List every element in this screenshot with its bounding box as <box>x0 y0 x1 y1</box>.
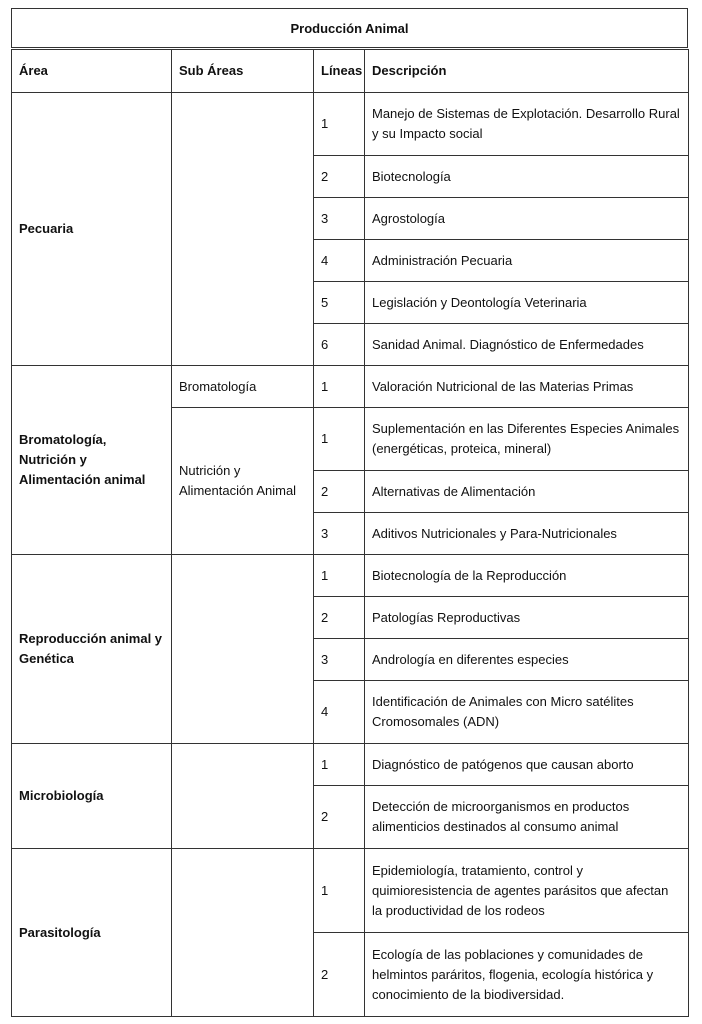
subarea-cell <box>172 744 314 849</box>
line-number-cell: 1 <box>314 366 365 408</box>
subarea-cell <box>172 555 314 744</box>
table-body <box>12 93 689 1017</box>
header-lineas: Líneas <box>314 50 365 93</box>
description-cell: Sanidad Animal. Diagnóstico de Enfermedades <box>365 324 689 366</box>
description-cell: Patologías Reproductivas <box>365 597 689 639</box>
area-cell: Parasitología <box>12 849 172 1017</box>
table-title: Producción Animal <box>11 8 688 48</box>
subarea-cell: Nutrición y Alimentación Animal <box>172 408 314 555</box>
description-cell: Biotecnología de la Reproducción <box>365 555 689 597</box>
table-row <box>12 93 689 156</box>
line-number-cell: 3 <box>314 198 365 240</box>
subarea-cell <box>172 93 314 366</box>
line-number-cell: 2 <box>314 933 365 1017</box>
line-number-cell: 3 <box>314 513 365 555</box>
area-cell: Pecuaria <box>12 93 172 366</box>
table-row <box>12 849 689 933</box>
header-row <box>12 50 689 93</box>
header-subareas: Sub Áreas <box>172 50 314 93</box>
description-cell: Diagnóstico de patógenos que causan aborto <box>365 744 689 786</box>
description-cell: Agrostología <box>365 198 689 240</box>
header-descripcion: Descripción <box>365 50 689 93</box>
description-cell: Biotecnología <box>365 156 689 198</box>
line-number-cell: 3 <box>314 639 365 681</box>
area-cell: Reproducción animal y Genética <box>12 555 172 744</box>
line-number-cell: 1 <box>314 849 365 933</box>
line-number-cell: 4 <box>314 240 365 282</box>
table-row <box>12 744 689 786</box>
description-cell: Legislación y Deontología Veterinaria <box>365 282 689 324</box>
line-number-cell: 1 <box>314 93 365 156</box>
area-cell: Bromatología, Nutrición y Alimentación animal <box>12 366 172 555</box>
description-cell: Andrología en diferentes especies <box>365 639 689 681</box>
line-number-cell: 2 <box>314 597 365 639</box>
table-row <box>12 555 689 597</box>
subarea-cell <box>172 849 314 1017</box>
area-cell: Microbiología <box>12 744 172 849</box>
description-cell: Identificación de Animales con Micro satélites Cromosomales (ADN) <box>365 681 689 744</box>
description-cell: Suplementación en las Diferentes Especies Animales (energéticas, proteica, mineral) <box>365 408 689 471</box>
description-cell: Administración Pecuaria <box>365 240 689 282</box>
description-cell: Aditivos Nutricionales y Para-Nutricionales <box>365 513 689 555</box>
line-number-cell: 4 <box>314 681 365 744</box>
line-number-cell: 2 <box>314 471 365 513</box>
table-row <box>12 366 689 408</box>
description-cell: Valoración Nutricional de las Materias Primas <box>365 366 689 408</box>
line-number-cell: 1 <box>314 744 365 786</box>
description-cell: Alternativas de Alimentación <box>365 471 689 513</box>
line-number-cell: 1 <box>314 408 365 471</box>
line-number-cell: 2 <box>314 786 365 849</box>
line-number-cell: 1 <box>314 555 365 597</box>
description-cell: Epidemiología, tratamiento, control y quimioresistencia de agentes parásitos que afectan la productividad de los rodeos <box>365 849 689 933</box>
header-area: Área <box>12 50 172 93</box>
line-number-cell: 5 <box>314 282 365 324</box>
subarea-cell: Bromatología <box>172 366 314 408</box>
description-cell: Ecología de las poblaciones y comunidades de helmintos paráritos, flogenia, ecología histórica y conocimiento de la biodiversidad. <box>365 933 689 1017</box>
line-number-cell: 2 <box>314 156 365 198</box>
description-cell: Detección de microorganismos en productos alimenticios destinados al consumo animal <box>365 786 689 849</box>
production-table <box>11 49 689 1017</box>
line-number-cell: 6 <box>314 324 365 366</box>
description-cell: Manejo de Sistemas de Explotación. Desarrollo Rural y su Impacto social <box>365 93 689 156</box>
